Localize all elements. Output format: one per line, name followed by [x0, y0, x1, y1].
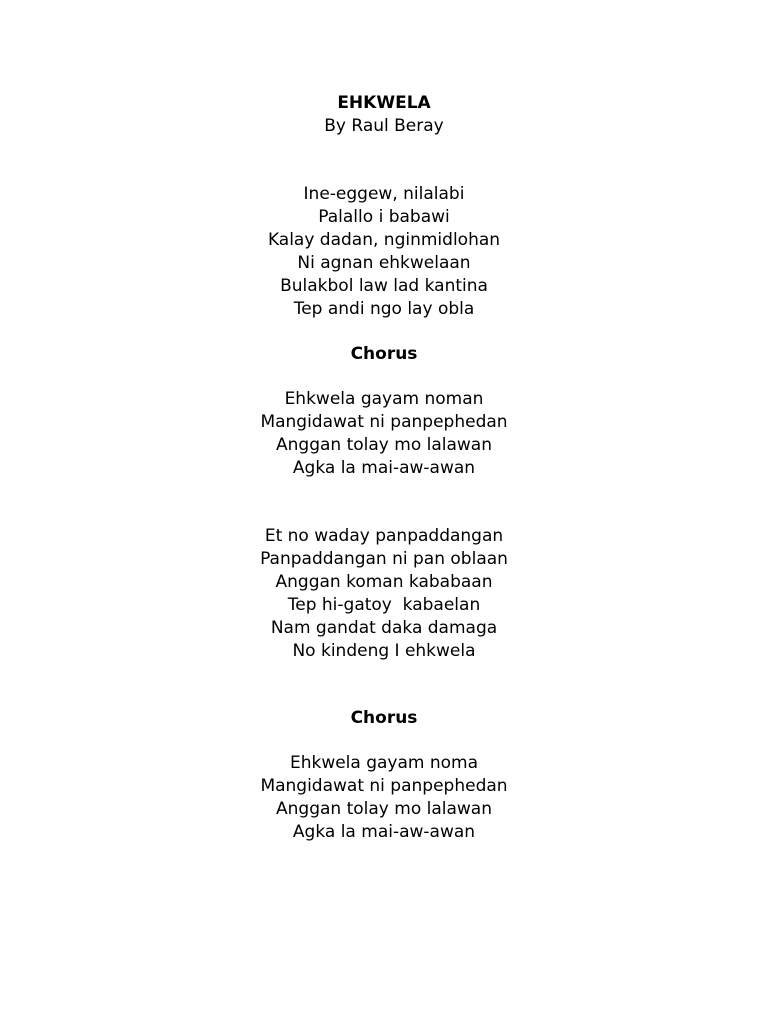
verse1-line-1: Ine-eggew, nilalabi	[303, 184, 465, 204]
verse2-line-2: Panpaddangan ni pan oblaan	[260, 549, 508, 569]
verse1-line-5: Bulakbol law lad kantina	[280, 276, 488, 296]
chorus2-line-1: Ehkwela gayam noma	[289, 753, 479, 773]
chorus2-line-3: Anggan tolay mo lalawan	[276, 799, 492, 819]
song-title: EHKWELA	[337, 93, 431, 113]
verse1-line-6: Tep andi ngo lay obla	[293, 299, 475, 319]
chorus1-line-2: Mangidawat ni panpephedan	[260, 412, 508, 432]
verse1-line-4: Ni agnan ehkwelaan	[297, 253, 471, 273]
chorus2-line-2: Mangidawat ni panpephedan	[260, 776, 508, 796]
verse2-line-6: No kindeng I ehkwela	[292, 641, 476, 661]
chorus1-heading: Chorus	[350, 344, 418, 364]
verse2-line-5: Nam gandat daka damaga	[270, 618, 498, 638]
chorus1-line-3: Anggan tolay mo lalawan	[276, 435, 492, 455]
chorus2-line-4: Agka la mai-aw-awan	[292, 822, 476, 842]
verse1-line-3: Kalay dadan, nginmidlohan	[267, 230, 501, 250]
verse1-line-2: Palallo i babawi	[318, 207, 450, 227]
chorus2-heading: Chorus	[350, 708, 418, 728]
verse2-line-1: Et no waday panpaddangan	[264, 526, 504, 546]
song-author: By Raul Beray	[324, 116, 444, 136]
verse2-line-4: Tep hi-gatoy kabaelan	[287, 595, 481, 615]
chorus1-line-1: Ehkwela gayam noman	[284, 389, 484, 409]
verse2-line-3: Anggan koman kababaan	[275, 572, 493, 592]
chorus1-line-4: Agka la mai-aw-awan	[292, 458, 476, 478]
